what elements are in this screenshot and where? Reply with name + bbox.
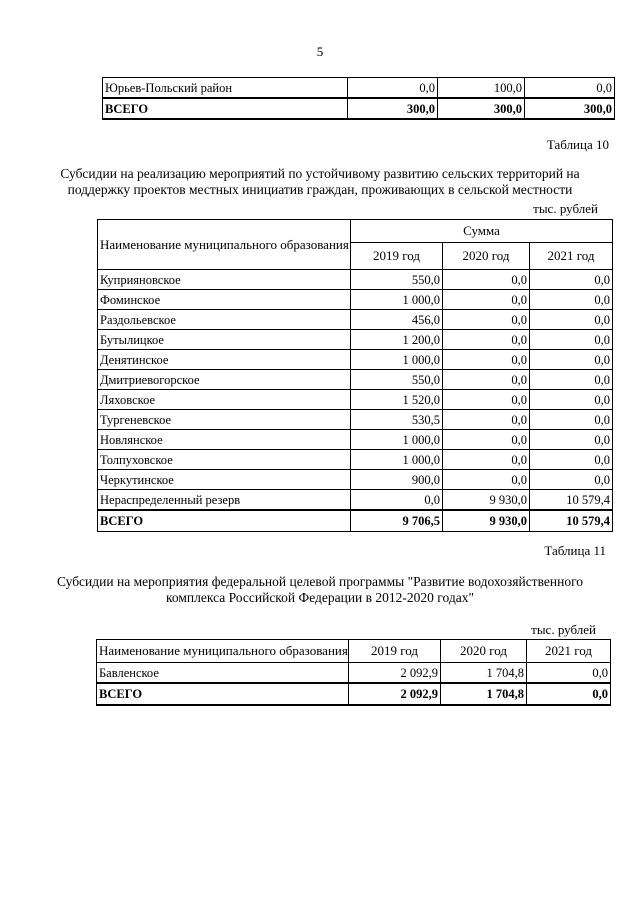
total-row <box>97 683 611 705</box>
value-2020: 0,0 <box>443 410 530 430</box>
column-header-2020: 2020 год <box>441 640 527 663</box>
table-header-row <box>98 220 613 243</box>
value-2019: 550,0 <box>351 270 443 290</box>
value-2021: 0,0 <box>525 78 615 99</box>
value-2021: 0,0 <box>527 663 611 684</box>
value-2019: 550,0 <box>351 370 443 390</box>
table-row <box>98 410 613 430</box>
value-2021: 0,0 <box>530 310 613 330</box>
value-2021: 0,0 <box>530 370 613 390</box>
total-2020: 1 704,8 <box>441 683 527 705</box>
table-row <box>98 430 613 450</box>
table10-title-line2: поддержку проектов местных инициатив граждан, проживающих в сельской местности <box>67 182 573 197</box>
column-header-2021: 2021 год <box>530 243 613 270</box>
row-name: Раздольевское <box>98 310 351 330</box>
value-2019: 530,5 <box>351 410 443 430</box>
row-name: Бутылицкое <box>98 330 351 350</box>
value-2020: 0,0 <box>443 370 530 390</box>
row-name: Нераспределенный резерв <box>98 490 351 511</box>
total-2021: 10 579,4 <box>530 510 613 532</box>
table11-units: тыс. рублей <box>531 622 596 637</box>
table-row <box>98 350 613 370</box>
row-name: Фоминское <box>98 290 351 310</box>
value-2021: 0,0 <box>530 430 613 450</box>
total-row <box>103 98 615 119</box>
table11-title-line2: комплекса Российской Федерации в 2012-2020 годах" <box>166 590 474 605</box>
total-2019: 300,0 <box>348 98 438 119</box>
row-name: Бавленское <box>97 663 349 684</box>
value-2020: 0,0 <box>443 430 530 450</box>
table-row <box>98 330 613 350</box>
value-2021: 0,0 <box>530 330 613 350</box>
row-name: Куприяновское <box>98 270 351 290</box>
value-2019: 1 520,0 <box>351 390 443 410</box>
value-2019: 1 000,0 <box>351 450 443 470</box>
value-2019: 1 000,0 <box>351 290 443 310</box>
total-row <box>98 510 613 532</box>
column-header-2019: 2019 год <box>349 640 441 663</box>
value-2020: 0,0 <box>443 290 530 310</box>
value-2019: 1 000,0 <box>351 430 443 450</box>
value-2020: 0,0 <box>443 470 530 490</box>
table-row <box>103 78 615 99</box>
page-number: 5 <box>316 44 324 59</box>
value-2020: 100,0 <box>438 78 525 99</box>
table-row <box>98 290 613 310</box>
column-header-name: Наименование муниципального образования <box>97 640 349 663</box>
value-2020: 9 930,0 <box>443 490 530 511</box>
table-row <box>98 270 613 290</box>
value-2020: 0,0 <box>443 330 530 350</box>
table-row <box>98 470 613 490</box>
top-table <box>102 77 615 120</box>
value-2019: 456,0 <box>351 310 443 330</box>
column-header-2021: 2021 год <box>527 640 611 663</box>
total-2020: 300,0 <box>438 98 525 119</box>
table11-title-line1: Субсидии на мероприятия федеральной целевой программы "Развитие водохозяйственного <box>56 574 584 589</box>
table11-title <box>40 574 600 606</box>
total-label: ВСЕГО <box>98 510 351 532</box>
value-2020: 0,0 <box>443 390 530 410</box>
value-2021: 0,0 <box>530 390 613 410</box>
value-2019: 0,0 <box>348 78 438 99</box>
total-2021: 0,0 <box>527 683 611 705</box>
value-2019: 1 000,0 <box>351 350 443 370</box>
value-2021: 0,0 <box>530 350 613 370</box>
total-2019: 2 092,9 <box>349 683 441 705</box>
table-row <box>98 490 613 511</box>
row-name: Черкутинское <box>98 470 351 490</box>
table10-units: тыс. рублей <box>533 201 598 216</box>
row-name: Толпуховское <box>98 450 351 470</box>
row-name: Дмитриевогорское <box>98 370 351 390</box>
table-row <box>98 370 613 390</box>
value-2019: 0,0 <box>351 490 443 511</box>
value-2020: 0,0 <box>443 270 530 290</box>
value-2021: 0,0 <box>530 450 613 470</box>
row-name: Юрьев-Польский район <box>103 78 348 99</box>
value-2019: 900,0 <box>351 470 443 490</box>
table11-label: Таблица 11 <box>544 543 606 558</box>
column-header-2019: 2019 год <box>351 243 443 270</box>
value-2019: 1 200,0 <box>351 330 443 350</box>
table-row <box>98 310 613 330</box>
value-2021: 10 579,4 <box>530 490 613 511</box>
row-name: Новлянское <box>98 430 351 450</box>
table10-title-line1: Субсидии на реализацию мероприятий по устойчивому развитию сельских территорий на <box>60 166 580 181</box>
total-2019: 9 706,5 <box>351 510 443 532</box>
value-2020: 1 704,8 <box>441 663 527 684</box>
total-2021: 300,0 <box>525 98 615 119</box>
row-name: Тургеневское <box>98 410 351 430</box>
table-row <box>98 450 613 470</box>
value-2021: 0,0 <box>530 270 613 290</box>
total-label: ВСЕГО <box>97 683 349 705</box>
column-header-sum: Сумма <box>351 220 613 243</box>
value-2021: 0,0 <box>530 290 613 310</box>
row-name: Денятинское <box>98 350 351 370</box>
table10 <box>97 219 613 532</box>
table10-title <box>40 166 600 198</box>
table10-label: Таблица 10 <box>546 137 609 152</box>
table-header-row <box>97 640 611 663</box>
table-row <box>97 663 611 684</box>
value-2020: 0,0 <box>443 310 530 330</box>
total-2020: 9 930,0 <box>443 510 530 532</box>
value-2021: 0,0 <box>530 410 613 430</box>
table11 <box>96 639 611 706</box>
value-2020: 0,0 <box>443 450 530 470</box>
table-row <box>98 390 613 410</box>
total-label: ВСЕГО <box>103 98 348 119</box>
value-2019: 2 092,9 <box>349 663 441 684</box>
value-2021: 0,0 <box>530 470 613 490</box>
column-header-name: Наименование муниципального образования <box>98 220 351 270</box>
value-2020: 0,0 <box>443 350 530 370</box>
row-name: Ляховское <box>98 390 351 410</box>
column-header-2020: 2020 год <box>443 243 530 270</box>
